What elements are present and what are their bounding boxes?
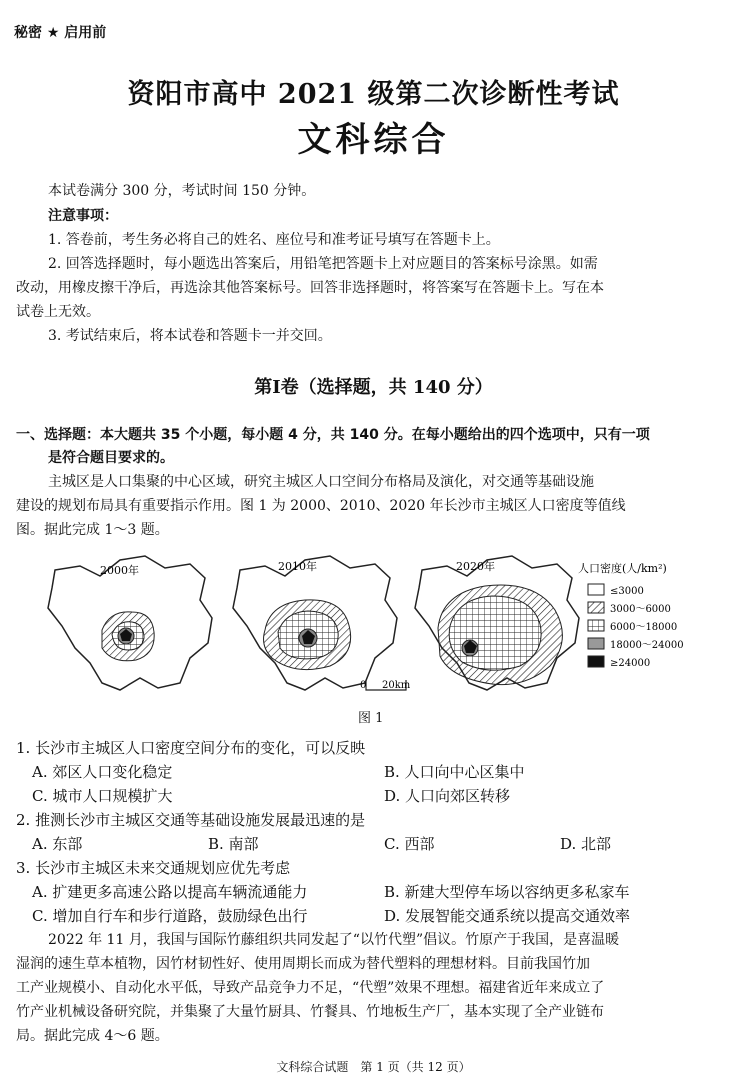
map-2010-label: 2010年 [278,560,317,573]
q2-option-a: A. 东部 [32,835,83,853]
legend-item-5: ≥24000 [610,658,651,669]
q3-option-c: C. 增加自行车和步行道路，鼓励绿色出行 [32,907,308,925]
note-item-2-end: 试卷上无效。 [16,304,100,320]
legend-item-1: ≤3000 [610,586,644,597]
passage1-line2: 建设的规划布局具有重要指示作用。图 1 为 2000、2010、2020 年长沙市主城区人口密度等值线 [16,498,626,514]
passage2-line4: 竹产业机械设备研究院，并集聚了大量竹厨具、竹餐具、竹地板生产厂，基本实现了全产业链布 [16,1004,604,1020]
q1-option-a: A. 郊区人口变化稳定 [32,763,173,781]
note-item-2: 2. 回答选择题时，每小题选出答案后，用铅笔把答题卡上对应题目的答案标号涂黑。如需 [48,256,598,272]
scale-label: 20km [382,680,411,691]
q2-option-c: C. 西部 [384,835,435,853]
passage1-line3: 图。据此完成 1～3 题。 [16,522,169,538]
part1-instructions: 一、选择题：本大题共 35 个小题，每小题 4 分，共 140 分。在每小题给出的四个选项中，只有一项 [16,427,650,443]
legend-item-3: 6000～18000 [610,622,678,633]
q3-stem: 3. 长沙市主城区未来交通规划应优先考虑 [16,859,291,877]
note-item-1: 1. 答卷前，考生务必将自己的姓名、座位号和准考证号填写在答题卡上。 [48,232,500,248]
map-2010 [233,556,397,690]
q3-option-a: A. 扩建更多高速公路以提高车辆流通能力 [32,883,308,901]
q1-option-b: B. 人口向中心区集中 [384,763,525,781]
map-2020 [415,556,579,690]
secret-label: 秘密 ★ 启用前 [14,25,107,41]
page-footer: 文科综合试题 第 1 页（共 12 页） [276,1060,471,1074]
note-item-3: 3. 考试结束后，将本试卷和答题卡一并交回。 [48,328,332,344]
q2-stem: 2. 推测长沙市主城区交通等基础设施发展最迅速的是 [16,811,366,829]
scale-zero: 0 [360,680,367,691]
figure-caption: 图 1 [358,711,384,726]
population-density-figure [40,548,740,706]
legend [578,561,684,669]
q3-option-d: D. 发展智能交通系统以提高交通效率 [384,907,631,925]
q2-option-d: D. 北部 [560,835,612,853]
q2-option-b: B. 南部 [208,835,259,853]
q1-option-c: C. 城市人口规模扩大 [32,787,173,805]
section-title: 第Ⅰ卷（选择题，共 140 分） [254,377,493,398]
map-2020-label: 2020年 [456,560,495,573]
passage2-line1: 2022 年 11 月，我国与国际竹藤组织共同发起了“以竹代塑”倡议。竹原产于我国，是喜温暖 [48,932,620,948]
note-item-2-cont: 改动，用橡皮擦干净后，再选涂其他答案标号。回答非选择题时，将答案写在答题卡上。写在本 [16,280,604,296]
legend-item-2: 3000～6000 [610,604,671,615]
exam-title: 资阳市高中 2021 级第二次诊断性考试 [127,79,620,110]
exam-subject: 文科综合 [297,120,450,160]
passage1-line1: 主城区是人口集聚的中心区域，研究主城区人口空间分布格局及演化，对交通等基础设施 [48,474,594,490]
map-2000-label: 2000年 [100,564,139,577]
q3-option-b: B. 新建大型停车场以容纳更多私家车 [384,883,630,901]
passage2-line3: 工产业规模小、自动化水平低，导致产品竞争力不足，“代塑”效果不理想。福建省近年来成立了 [16,980,605,996]
notes-heading: 注意事项： [48,208,118,224]
q1-option-d: D. 人口向郊区转移 [384,787,511,805]
legend-title: 人口密度(人/km²) [578,562,667,575]
map-2000 [48,556,212,690]
q1-stem: 1. 长沙市主城区人口密度空间分布的变化，可以反映 [16,739,366,757]
score-line: 本试卷满分 300 分，考试时间 150 分钟。 [48,183,316,199]
legend-item-4: 18000～24000 [610,640,684,651]
scale-bar [360,680,411,691]
part1-instructions-cont: 是符合题目要求的。 [48,450,174,466]
passage2-line2: 湿润的速生草本植物，因竹材韧性好、使用周期长而成为替代塑料的理想材料。目前我国竹加 [16,956,590,972]
passage2-line5: 局。据此完成 4～6 题。 [16,1028,169,1044]
